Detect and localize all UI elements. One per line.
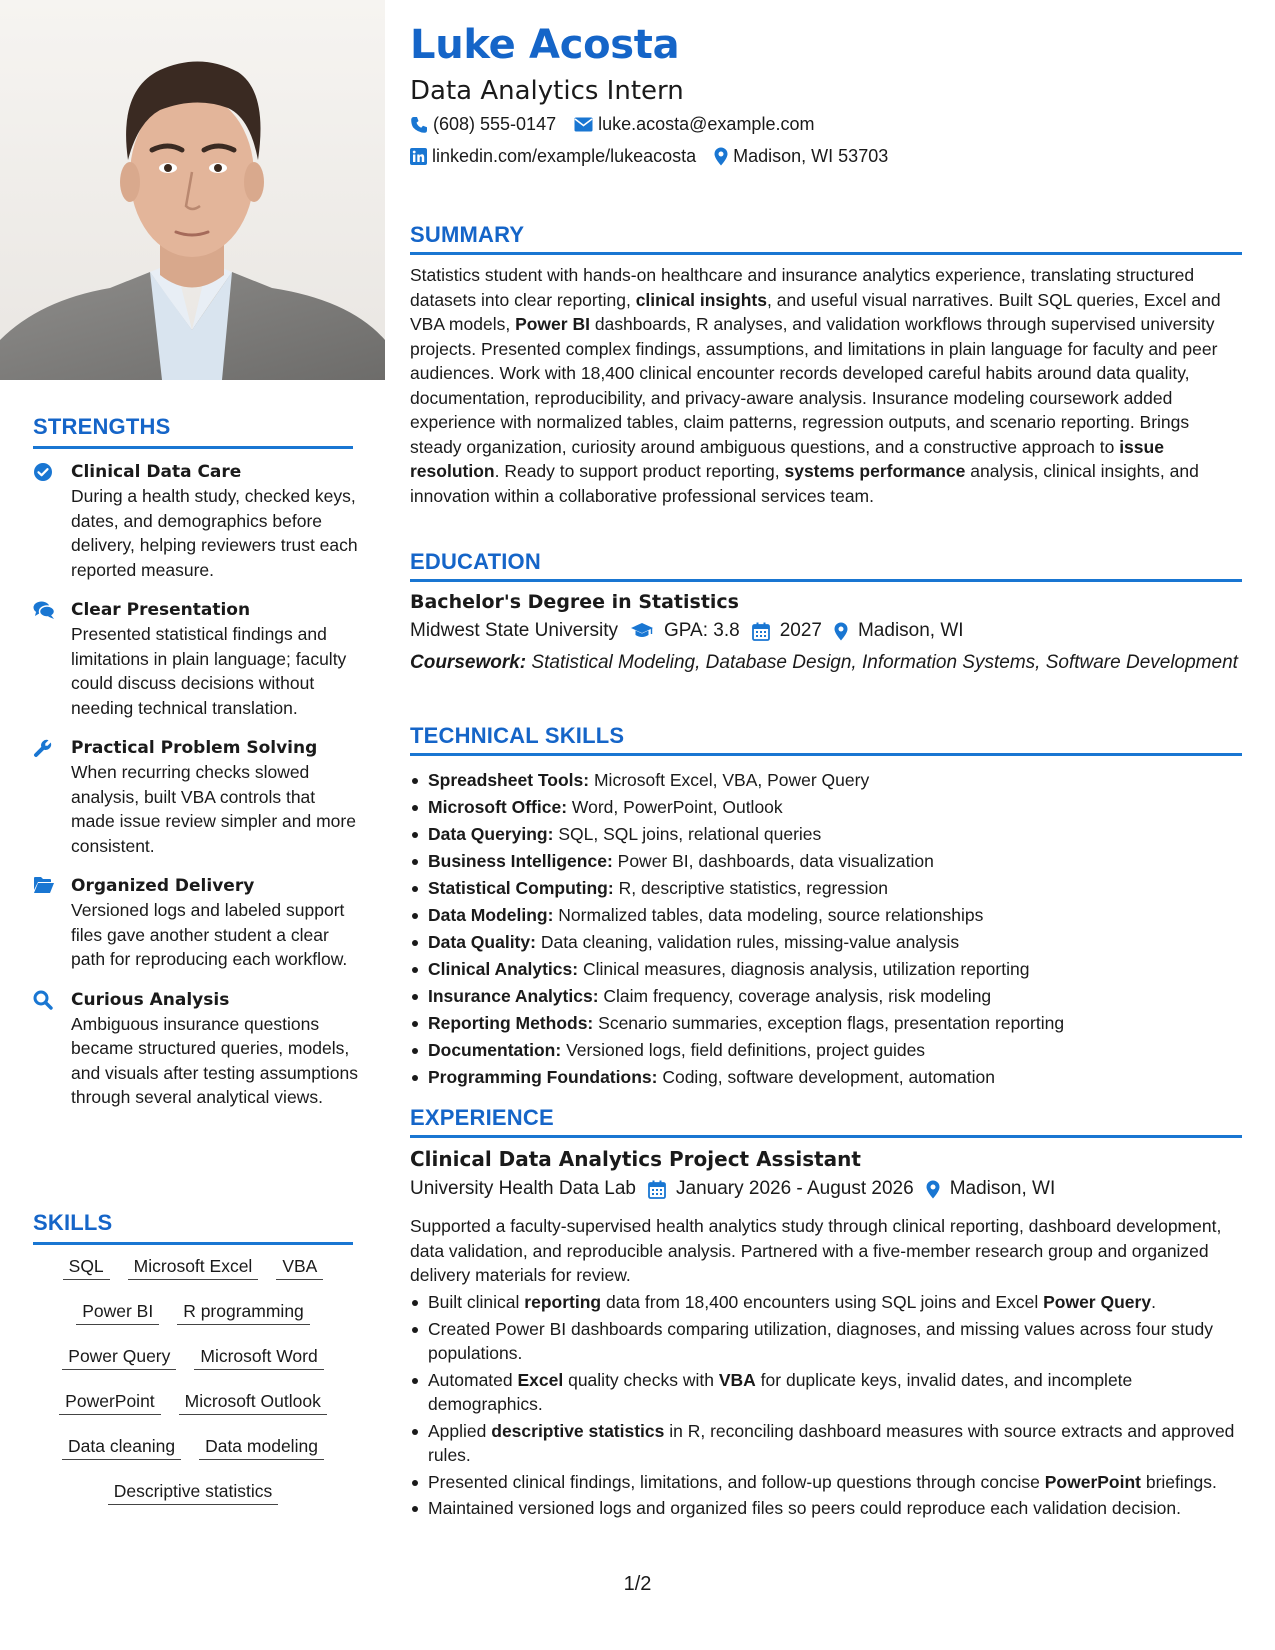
list-item: [410, 1290, 1242, 1315]
graduation-cap-icon: [630, 622, 654, 640]
list-item: [410, 1368, 1242, 1417]
left-column: [0, 0, 385, 1650]
skill-category: Data Quality:: [428, 932, 536, 952]
candidate-name: Luke Acosta: [410, 22, 680, 68]
skill-tag-row: [33, 1435, 353, 1460]
strength-item: [33, 460, 363, 582]
strength-description: Versioned logs and labeled support files gave another student a clear path for reproducing each workflow.: [71, 900, 348, 969]
strength-title: Clear Presentation: [71, 600, 251, 620]
strength-title: Clinical Data Care: [71, 462, 242, 482]
calendar-icon: [752, 622, 770, 641]
school-name: Midwest State University: [410, 620, 619, 641]
emphasis-text: Power Query: [1043, 1292, 1152, 1312]
phone-contact: [410, 114, 556, 135]
map-pin-icon: [714, 147, 728, 166]
location-text: Madison, WI 53703: [733, 146, 889, 166]
location-contact: [714, 146, 888, 167]
text-run: Maintained versioned logs and organized files so peers could reproduce each validation decision.: [428, 1498, 1181, 1518]
skill-category: Insurance Analytics:: [428, 986, 599, 1006]
skill-tag-row: [33, 1300, 353, 1325]
gpa-text: GPA: 3.8: [664, 620, 740, 641]
strength-item: [33, 598, 363, 720]
text-run: analysis, clinical insights, and innovation within a collaborative professional services team.: [410, 461, 1199, 506]
skill-category: Data Querying:: [428, 824, 554, 844]
list-item: [410, 1419, 1242, 1468]
phone-text: (608) 555-0147: [433, 114, 557, 134]
skill-tag-row: [33, 1345, 353, 1370]
skills-heading: SKILLS: [33, 1210, 353, 1245]
strength-description: Presented statistical findings and limitations in plain language; faculty could discuss decisions without needing technical translation.: [71, 624, 347, 718]
coursework-label: Coursework:: [410, 652, 527, 673]
skill-values: Scenario summaries, exception flags, presentation reporting: [598, 1013, 1065, 1033]
skill-category: Business Intelligence:: [428, 851, 613, 871]
strength-description: During a health study, checked keys, dates, and demographics before delivery, helping reviewers trust each reported measure.: [71, 486, 358, 580]
skill-category: Clinical Analytics:: [428, 959, 579, 979]
skill-values: Clinical measures, diagnosis analysis, utilization reporting: [582, 959, 1030, 979]
strength-item: [33, 736, 363, 858]
skill-tag: VBA: [276, 1255, 323, 1280]
strength-title: Curious Analysis: [71, 989, 230, 1010]
coursework-list: Statistical Modeling, Database Design, Information Systems, Software Development: [531, 652, 1238, 673]
candidate-title: Data Analytics Intern: [410, 76, 684, 106]
job-bullets: [410, 1290, 1242, 1523]
text-run: . Ready to support product reporting,: [494, 461, 785, 481]
list-item: [410, 1010, 1242, 1037]
list-item: [410, 821, 1242, 848]
list-item: [410, 929, 1242, 956]
skill-category: Data Modeling:: [428, 905, 554, 925]
strength-description: Ambiguous insurance questions became structured queries, models, and visuals after testing assumptions through several analytical views.: [71, 1013, 358, 1107]
emphasis-text: clinical insights: [635, 289, 767, 310]
linkedin-text[interactable]: linkedin.com/example/lukeacosta: [432, 146, 697, 166]
search-icon: [33, 990, 55, 1010]
emphasis-text: descriptive statistics: [491, 1420, 665, 1441]
skill-values: Power BI, dashboards, data visualization: [617, 851, 934, 871]
degree-title: Bachelor's Degree in Statistics: [410, 591, 739, 613]
comments-icon: [33, 600, 55, 620]
skill-tag: Descriptive statistics: [108, 1480, 279, 1505]
education-heading: EDUCATION: [410, 549, 1242, 582]
list-item: [410, 1470, 1242, 1495]
text-run: Built clinical: [428, 1292, 525, 1312]
skill-tag-row: [33, 1480, 353, 1505]
emphasis-text: Excel: [517, 1369, 564, 1390]
skill-category: Microsoft Office:: [428, 797, 568, 817]
text-run: Statistics student with hands-on healthcare and insurance analytics experience, translating structured datasets into clear reporting,: [410, 265, 1195, 310]
skill-tag: Data cleaning: [62, 1435, 181, 1460]
summary-text: [410, 263, 1242, 508]
contact-row: [410, 146, 906, 167]
strength-description: When recurring checks slowed analysis, built VBA controls that made issue review simpler and more consistent.: [71, 762, 356, 856]
calendar-icon: [648, 1180, 666, 1199]
strength-item: [33, 988, 363, 1110]
profile-photo: [0, 0, 385, 380]
skill-values: Word, PowerPoint, Outlook: [571, 797, 783, 817]
job-description: Supported a faculty-supervised health analytics study through clinical reporting, dashboard development, data validation, and reproducible analysis. Partnered with a five-member research group and organized delivery materials for review.: [410, 1216, 1222, 1285]
list-item: [410, 875, 1242, 902]
text-run: .: [1151, 1292, 1156, 1312]
strength-title: Organized Delivery: [71, 876, 255, 896]
skill-values: Data cleaning, validation rules, missing-value analysis: [540, 932, 960, 952]
list-item: [410, 1496, 1242, 1521]
skill-values: SQL, SQL joins, relational queries: [558, 824, 822, 844]
job-location: Madison, WI: [949, 1178, 1056, 1199]
text-run: data from 18,400 encounters using SQL joins and Excel: [601, 1292, 1044, 1312]
job-meta: [410, 1178, 1055, 1200]
emphasis-text: systems performance: [784, 461, 966, 481]
text-run: Presented clinical findings, limitations, and follow-up questions through concise: [428, 1471, 1045, 1492]
strength-item: [33, 874, 363, 972]
check-circle-icon: [33, 462, 55, 482]
skill-tag: Microsoft Excel: [128, 1255, 259, 1280]
education-meta: [410, 620, 964, 642]
envelope-icon: [574, 117, 593, 132]
skill-category: Documentation:: [428, 1040, 562, 1060]
list-item: [410, 902, 1242, 929]
skill-values: R, descriptive statistics, regression: [618, 878, 888, 898]
list-item: [410, 983, 1242, 1010]
list-item: [410, 1037, 1242, 1064]
page-number: 1/2: [623, 1573, 652, 1595]
strengths-heading: STRENGTHS: [33, 414, 353, 449]
emphasis-text: PowerPoint: [1044, 1471, 1141, 1492]
emphasis-text: VBA: [718, 1369, 756, 1390]
emphasis-text: reporting: [524, 1292, 602, 1312]
text-run: briefings.: [1141, 1471, 1217, 1492]
list-item: [410, 794, 1242, 821]
skill-tag: Microsoft Outlook: [179, 1390, 327, 1415]
text-run: quality checks with: [563, 1369, 719, 1390]
technical-skills-list: [410, 767, 1242, 1091]
contact-row: [410, 114, 832, 135]
skill-values: Normalized tables, data modeling, source relationships: [558, 905, 984, 925]
skill-tag: SQL: [63, 1255, 110, 1280]
list-item: [410, 1317, 1242, 1366]
text-run: Applied: [428, 1420, 492, 1441]
list-item: [410, 956, 1242, 983]
text-run: in R, reconciling dashboard measures with source extracts and approved rules.: [428, 1420, 1235, 1465]
text-run: Created Power BI dashboards comparing utilization, diagnoses, and missing values across four study populations.: [428, 1318, 1213, 1363]
job-organization: University Health Data Lab: [410, 1178, 636, 1199]
skill-values: Microsoft Excel, VBA, Power Query: [593, 770, 870, 790]
experience-heading: EXPERIENCE: [410, 1105, 1242, 1138]
job-role: Clinical Data Analytics Project Assistant: [410, 1147, 861, 1171]
job-dates: January 2026 - August 2026: [676, 1178, 914, 1199]
linkedin-icon: [410, 148, 427, 165]
strengths-list: [33, 460, 363, 1126]
skills-tags: [33, 1255, 353, 1525]
list-item: [410, 1064, 1242, 1091]
list-item: [410, 767, 1242, 794]
skill-category: Programming Foundations:: [428, 1067, 658, 1087]
skill-values: Coding, software development, automation: [662, 1067, 996, 1087]
skill-values: Versioned logs, field definitions, project guides: [566, 1040, 926, 1060]
skill-category: Statistical Computing:: [428, 878, 614, 898]
strength-title: Practical Problem Solving: [71, 738, 318, 758]
education-location: Madison, WI: [857, 620, 964, 641]
email-text[interactable]: luke.acosta@example.com: [598, 114, 815, 134]
summary-heading: SUMMARY: [410, 222, 1242, 255]
text-run: for duplicate keys, invalid dates, and incomplete demographics.: [428, 1369, 1133, 1414]
text-run: , and useful visual narratives. Built SQL queries, Excel and VBA models,: [410, 289, 1221, 334]
skill-tag-row: [33, 1390, 353, 1415]
phone-icon: [410, 116, 428, 134]
coursework: [410, 651, 1242, 676]
wrench-icon: [33, 738, 55, 758]
skill-values: Claim frequency, coverage analysis, risk modeling: [603, 986, 992, 1006]
skill-tag-row: [33, 1255, 353, 1280]
emphasis-text: Power BI: [515, 314, 590, 334]
folder-open-icon: [33, 876, 55, 896]
skill-tag: Power Query: [62, 1345, 176, 1370]
skill-tag: R programming: [177, 1300, 310, 1325]
linkedin-contact[interactable]: [410, 146, 696, 167]
technical-skills-heading: TECHNICAL SKILLS: [410, 723, 1242, 756]
emphasis-text: issue resolution: [410, 436, 1164, 481]
map-pin-icon: [926, 1180, 940, 1199]
text-run: Automated: [428, 1369, 518, 1390]
graduation-year: 2027: [779, 620, 822, 641]
skill-tag: PowerPoint: [59, 1390, 161, 1415]
skill-category: Spreadsheet Tools:: [428, 770, 590, 790]
skill-category: Reporting Methods:: [428, 1013, 594, 1033]
text-run: dashboards, R analyses, and validation workflows through supervised university projects. Presented complex findings, assumptions, and limitations in plain language for faculty and peer audiences. Work with 18,400 clinical encounter records developed careful habits around data quality, documentation, reproducibility, and privacy-aware analysis. Insurance modeling coursework added experience with normalized tables, claim patterns, regression outputs, and scenario reporting. Brings steady organization, curiosity around ambiguous questions, and a constructive approach to: [410, 314, 1218, 457]
list-item: [410, 848, 1242, 875]
skill-tag: Microsoft Word: [194, 1345, 323, 1370]
skill-tag: Power BI: [76, 1300, 159, 1325]
skill-tag: Data modeling: [199, 1435, 324, 1460]
email-contact[interactable]: [574, 114, 814, 135]
map-pin-icon: [834, 622, 848, 641]
